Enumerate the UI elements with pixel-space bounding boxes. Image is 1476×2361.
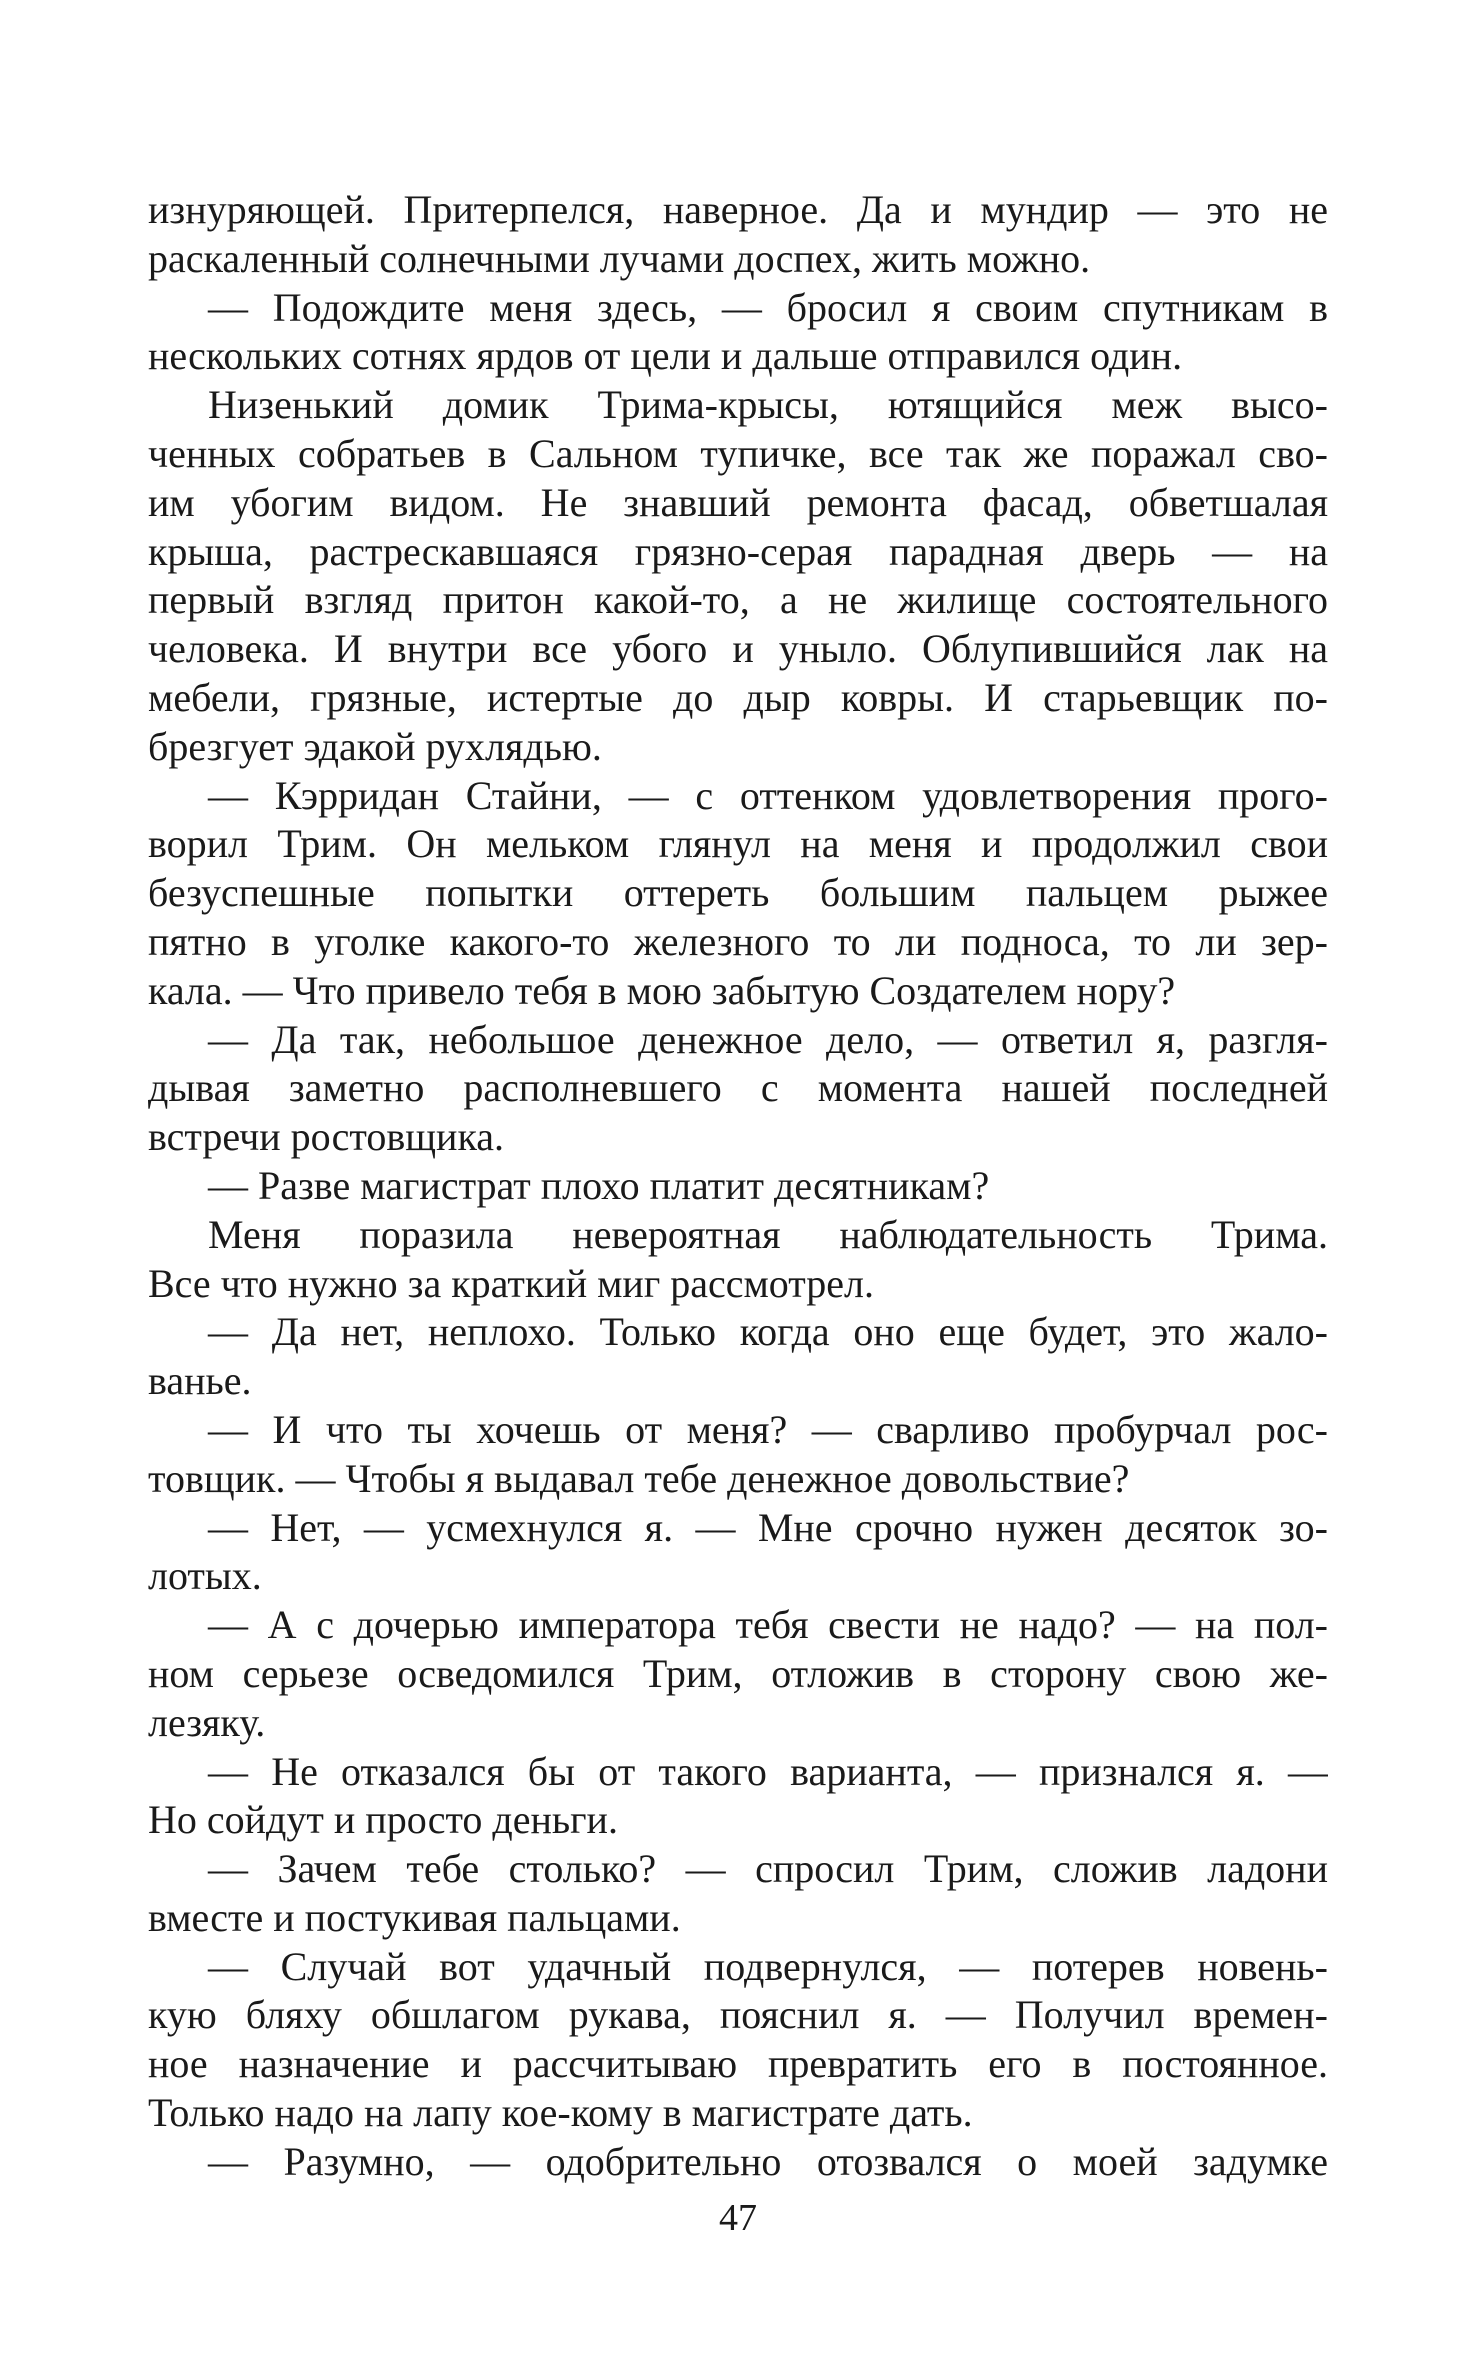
text-line: ном серьезе осведомился Трим, отложив в сторону свою же-	[148, 1650, 1328, 1696]
text-line: первый взгляд притон какой-то, а не жилище состоятельного	[148, 577, 1328, 623]
text-line: — И что ты хочешь от меня? — сварливо пробурчал рос-	[208, 1406, 1328, 1452]
text-line: крыша, растрескавшаяся грязно-серая парадная дверь — на	[148, 528, 1328, 574]
text-line: — Подождите меня здесь, — бросил я своим спутникам в	[208, 284, 1328, 330]
text-line: — Не отказался бы от такого варианта, — признался я. —	[208, 1748, 1328, 1794]
page-body	[148, 186, 1328, 2187]
text-line: — А с дочерью императора тебя свести не надо? — на пол-	[208, 1602, 1328, 1648]
text-line: Низенький домик Трима-крысы, ютящийся меж высо-	[208, 382, 1328, 428]
text-line: Меня поразила невероятная наблюдательность Трима.	[208, 1211, 1328, 1257]
text-line: ванье.	[148, 1358, 252, 1404]
page-number: 47	[719, 2197, 757, 2239]
text-line: брезгует эдакой рухлядью.	[148, 723, 602, 769]
text-line: пятно в уголке какого-то железного то ли подноса, то ли зер-	[148, 918, 1328, 964]
text-line: ворил Трим. Он мельком глянул на меня и продолжил свои	[148, 821, 1328, 867]
text-line: — Нет, — усмехнулся я. — Мне срочно нужен десяток зо-	[208, 1504, 1328, 1550]
text-line: — Кэрридан Стайни, — с оттенком удовлетворения прого-	[208, 772, 1328, 818]
text-line: кала. — Что привело тебя в мою забытую Создателем нору?	[148, 967, 1176, 1013]
text-line: ное назначение и рассчитываю превратить его в постоянное.	[148, 2041, 1328, 2087]
text-line: встречи ростовщика.	[148, 1114, 505, 1160]
text-line: — Да так, небольшое денежное дело, — ответил я, разгля-	[208, 1016, 1328, 1062]
text-line: им убогим видом. Не знавший ремонта фасад, обветшалая	[148, 479, 1328, 525]
text-line: лотых.	[148, 1553, 262, 1599]
text-line: безуспешные попытки оттереть большим пальцем рыжее	[148, 870, 1328, 916]
text-line: кую бляху обшлагом рукава, пояснил я. — Получил времен-	[148, 1992, 1328, 2038]
text-line: Но сойдут и просто деньги.	[148, 1797, 618, 1843]
text-line: товщик. — Чтобы я выдавал тебе денежное довольствие?	[148, 1455, 1130, 1501]
text-line: лезяку.	[148, 1699, 266, 1745]
text-line: Только надо на лапу кое-кому в магистрате дать.	[148, 2090, 973, 2136]
text-line: — Случай вот удачный подвернулся, — потерев новень-	[208, 1943, 1328, 1989]
text-line: — Разумно, — одобрительно отозвался о моей задумке	[208, 2138, 1328, 2184]
text-line: Все что нужно за краткий миг рассмотрел.	[148, 1260, 874, 1306]
text-line: дывая заметно располневшего с момента нашей последней	[148, 1065, 1328, 1111]
text-line: изнуряющей. Притерпелся, наверное. Да и мундир — это не	[148, 187, 1328, 232]
text-line: вместе и постукивая пальцами.	[148, 1894, 681, 1940]
text-line: — Разве магистрат плохо платит десятникам?	[208, 1162, 990, 1208]
text-line: — Зачем тебе столько? — спросил Трим, сложив ладони	[208, 1846, 1328, 1892]
text-line: человека. И внутри все убого и уныло. Облупившийся лак на	[148, 626, 1328, 672]
text-line: — Да нет, неплохо. Только когда оно еще будет, это жало-	[208, 1309, 1328, 1355]
text-line: мебели, грязные, истертые до дыр ковры. И старьевщик по-	[148, 674, 1328, 720]
text-line: нескольких сотнях ярдов от цели и дальше отправился один.	[148, 333, 1183, 379]
text-line: ченных собратьев в Сальном тупичке, все так же поражал сво-	[148, 430, 1328, 476]
text-line: раскаленный солнечными лучами доспех, жить можно.	[148, 235, 1091, 281]
